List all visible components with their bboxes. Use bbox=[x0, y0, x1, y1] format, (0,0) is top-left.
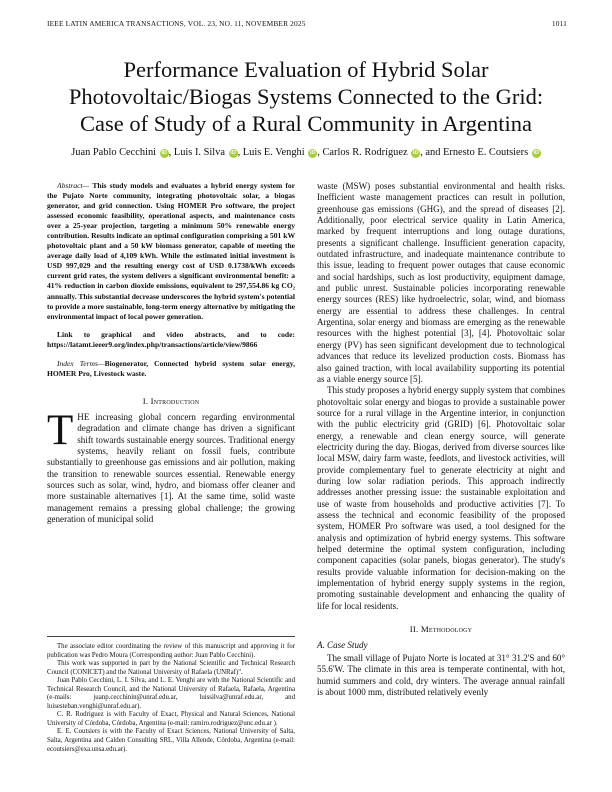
orcid-icon[interactable]: iD bbox=[412, 150, 419, 156]
title-line-3: Case of Study of a Rural Community in Argentina bbox=[79, 111, 533, 136]
author-1: Juan Pablo Cecchini bbox=[71, 147, 157, 158]
running-header bbox=[47, 19, 567, 28]
author-3: Luis E. Venghi bbox=[242, 147, 305, 158]
intro-continuation: waste (MSW) poses substantial environmental and health risks. Inefficient waste management practices can result in pollution, greenhouse gas emissions (GHG), and the spread of diseases [2]. Additionally, poor electrical service quality in Latin America, marked by frequent interruptions and long outage durations, presents a significant challenge. Insufficient generation capacity, outdated infrastructure, and inadequate maintenance contribute to this issue, leading to frequent power outages that cause economic and social hardships, such as lost productivity, equipment damage, and public unrest. Sustainable policies incorporating renewable energy sources (RES) like hydroelectric, solar, wind, and biomass energy are essential to address these challenges. In central Argentina, solar energy and biomass are emerging as the renewable resources with the highest potential [3], [4]. Photovoltaic solar energy (PV) has seen significant development due to technological advances that reduce its levelized production costs. Biomass has also gained traction, with local availability supporting its potential as a viable energy source [5]. bbox=[317, 181, 565, 384]
code-link[interactable]: Link to graphical and video abstracts, and to code: https://latamt.ieeer9.org/index.php/transactions/article/view/9866 bbox=[47, 329, 295, 349]
section-heading-methodology bbox=[317, 624, 565, 634]
subsection-heading: A. Case Study bbox=[317, 640, 368, 651]
paper-title bbox=[40, 56, 572, 137]
author-5: and Ernesto E. Coutsiers bbox=[425, 147, 529, 158]
title-line-1: Performance Evaluation of Hybrid Solar bbox=[123, 57, 489, 82]
index-terms-text: Biogenerator, Connected hybrid system solar energy, HOMER Pro, Livestock waste. bbox=[47, 358, 295, 378]
abstract-dash: — bbox=[82, 181, 93, 190]
title-line-2: Photovoltaic/Biogas Systems Connected to the Grid: bbox=[68, 84, 544, 109]
footnotes bbox=[47, 636, 295, 754]
footnote-editor: The associate editor coordinating the review of this manuscript and approving it for publication was Pedro Moura (Corresponding author: Juan Pablo Cecchini). bbox=[47, 643, 295, 659]
right-column bbox=[317, 181, 565, 698]
left-column bbox=[47, 181, 295, 525]
section-title: Methodology bbox=[420, 624, 473, 635]
footnote-funding: This work was supported in part by the National Scientific and Technical Research Council (CONICET) and the National University of Rafaela (UNRaf)". bbox=[47, 660, 295, 676]
index-terms-label: Index Terms bbox=[57, 358, 98, 368]
author-list: Juan Pablo Cecchini iD , Luis I. Silva iD , Luis E. Venghi iD , Carlos R. Rodríguez iD , and Ernesto E. Coutsiers iD bbox=[71, 147, 540, 158]
page-number: 1011 bbox=[551, 19, 567, 28]
orcid-icon[interactable]: iD bbox=[309, 150, 316, 156]
section-title: Introduction bbox=[150, 395, 200, 406]
orcid-icon[interactable]: iD bbox=[533, 150, 540, 156]
orcid-icon[interactable]: iD bbox=[230, 150, 236, 156]
intro-text: HE increasing global concern regarding environmental degradation and climate change has driven a significant shift towards sustainable energy sources. Traditional energy systems, heavily reliant on fossil fuels, contribute substantially to greenhouse gas emissions and air pollution, making the transition to renewable sources essential. Renewable energy sources such as solar, wind, hydro, and biomass offer cleaner and more sustainable alternatives [1]. At the same time, solid waste management remains a pressing global challenge; the growing generation of municipal solid bbox=[47, 411, 295, 524]
author-4: Carlos R. Rodríguez bbox=[322, 147, 408, 158]
journal-name: IEEE LATIN AMERICA TRANSACTIONS, VOL. 23, NO. 11, NOVEMBER 2025 bbox=[47, 19, 306, 28]
footnote-affiliation-1: Juan Pablo Cecchini, L. I. Silva, and L. E. Venghi are with the National Scientific and Technical Research Council, and the National University of Rafaela, Rafaela, Argentina (e-mails: juanp.cecchinin@unraf.edu.ar, luissilva@unraf.edu.ar, and luisesteban.venghi@unraf.edu.ar). bbox=[47, 677, 295, 710]
orcid-icon[interactable]: iD bbox=[161, 150, 167, 156]
abstract-label: Abstract bbox=[57, 181, 83, 190]
section-numeral: II. bbox=[409, 624, 419, 635]
intro-paragraph-2: This study proposes a hybrid energy supply system that combines photovoltaic solar energy and biogas to provide a sustainable power source for a rural village in the Argentine interior, in conjunction with the public electricity grid (GRID) [6]. Photovoltaic solar energy, a renewable and clean energy source, will generate electricity during the day. Biogas, derived from diverse sources like local MSW, dairy farm waste, feedlots, and livestock activities, will provide complementary fuel to generate electricity at night and during low solar radiation periods. This approach indirectly addresses another pressing issue: the sustainable exploitation and use of waste from households and productive activities [7]. To assess the technical and economic feasibility of the proposed system, HOMER Pro software was used, a tool designed for the analysis and optimization of hybrid energy systems. This software helped determine the optimal system configuration, including component capacities (solar panels, biogas generator). The study's results provide valuable information for decision-making on the implementation of hybrid energy supply systems in the region, promoting sustainable development and enhancing the quality of life for local residents. bbox=[317, 385, 565, 611]
author-2: Luis I. Silva bbox=[173, 147, 225, 158]
case-study-paragraph: The small village of Pujato Norte is located at 31° 31.2'S and 60° 55.6'W. The climate in this area is temperate continental, with hot, humid summers and cold, dry winters. The average annual rainfall is about 1000 mm, distributed relatively evenly bbox=[317, 653, 565, 698]
footnote-affiliation-2: C. R. Rodriguez is with Faculty of Exact, Physical and Natural Sciences, National University of Córdoba, Córdoba, Argentina (e-mail: ramiro.rodriguez@unc.edu.ar ). bbox=[47, 711, 295, 727]
drop-cap: T bbox=[47, 406, 74, 454]
abstract bbox=[47, 181, 295, 322]
footnote-affiliation-3: E. E. Coutsiers is with the Faculty of Exact Sciences, National University of Salta, Salta, Argentina and Calden Consulting SRL, Villa Allende, Córdoba, Argentina (e-mail: ecoutsiers@exa.unsa.edu.ar). bbox=[47, 728, 295, 753]
intro-paragraph bbox=[47, 406, 295, 525]
section-heading-introduction bbox=[47, 396, 295, 406]
index-terms bbox=[47, 359, 295, 379]
abstract-text: This study models and evaluates a hybrid energy system for the Pujato Norte community, integrating photovoltaic solar, a biogas generator, and grid connection. Using HOMER Pro software, the project assessed economic feasibility, operational aspects, and maintenance costs over a 25-year projection, targeting a minimum 50% renewable energy contribution. Results indicate an optimal configuration comprising a 501 kW photovoltaic plant and a 50 kW biomass generator, capable of meeting the average daily load of 4,109 kWh. While the estimated initial investment is USD 997,029 and the resulting energy cost of USD 0.1738/kWh exceeds current grid rates, the system delivers a significant environmental benefit: a 41% reduction in carbon dioxide emissions, equivalent to 297,554.86 kg CO₂ annually. This substantial decrease underscores the hybrid system's potential to provide a more sustainable, long-term energy alternative by mitigating the environmental impact of local power generation. bbox=[47, 181, 295, 321]
index-terms-dash: — bbox=[97, 358, 105, 368]
section-numeral: I. bbox=[142, 395, 149, 406]
